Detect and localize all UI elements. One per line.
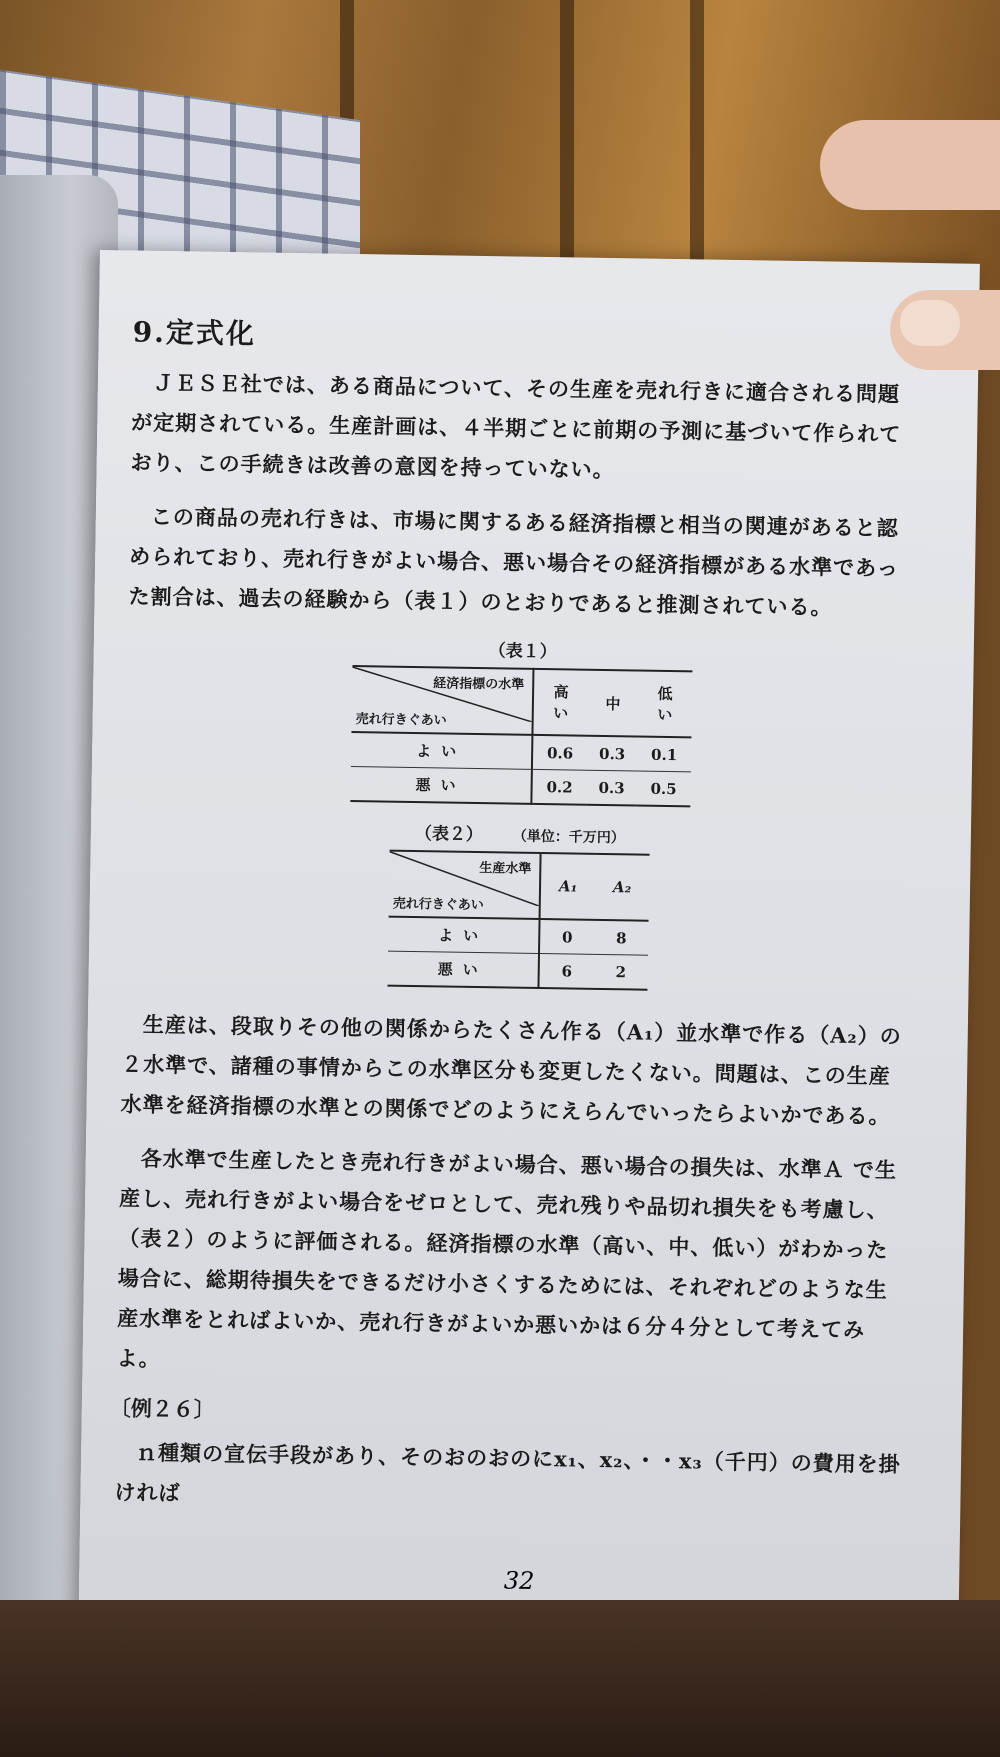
table2-row-label: 悪い xyxy=(387,951,539,988)
table1-row-label: よい xyxy=(351,732,533,769)
paragraph: ＪＥＳＥ社では、ある商品について、その生産を売れ行きに適合される問題が定期されている。生産計画は、４半期ごとに前期の予測に基づいて作られており、この手続きは改善の意図を持っていない。 xyxy=(130,369,902,483)
book-page xyxy=(78,250,980,1654)
table1-header: 高い xyxy=(532,669,588,736)
table2 xyxy=(387,850,649,991)
hand-finger xyxy=(820,120,1000,210)
table1-caption: （表１） xyxy=(488,641,557,663)
table1-cell: 0.2 xyxy=(531,769,586,804)
page-content xyxy=(109,311,923,1539)
table1-cell: 0.6 xyxy=(532,735,587,770)
table1-cell: 0.3 xyxy=(587,736,638,771)
table2-header: A₂ xyxy=(595,854,650,921)
table1-cell: 0.5 xyxy=(636,771,690,806)
table1-cell: 0.3 xyxy=(586,770,637,805)
paragraph: ｎ種類の宣伝手段があり、そのおのおのにx₁、x₂、・・x₃（千円）の費用を掛ければ xyxy=(114,1439,901,1506)
paragraph: この商品の売れ行きは、市場に関するある経済指標と相当の関連があると認められており、売れ行きがよい場合、悪い場合その経済指標がある水準であった割合は、過去の経験から（表１）のとおりであると推測されている。 xyxy=(128,503,900,620)
table2-header: A₁ xyxy=(540,853,596,920)
wood-seam xyxy=(690,0,704,300)
table1-row-axis-label: 売れ行きぐあい xyxy=(355,712,447,729)
table2-diagonal-header xyxy=(389,851,541,919)
table-row xyxy=(350,767,690,807)
table2-caption-row xyxy=(125,814,915,851)
table-row xyxy=(387,951,648,990)
fingernail xyxy=(900,300,960,346)
paragraph: 各水準で生産したとき売れ行きがよい場合、悪い場合の損失は、水準Ａ で生産し、売れ行きがよい場合をゼロとして、売れ残りや品切れ損失をも考慮し、（表２）のように評価される。経済指標の水準（高い、中、低い）がわかった場合に、総期待損失をできるだけ小さくするためには、それぞれどのような生産水準をとればよいか、売れ行きがよいか悪いかは６分４分として考えてみよ。 xyxy=(116,1145,898,1372)
table1-column-axis-label: 経済指標の水準 xyxy=(433,676,525,693)
table1 xyxy=(350,665,692,807)
table2-row-axis-label: 売れ行きぐあい xyxy=(392,896,484,914)
background-lap xyxy=(0,1600,1000,1757)
paragraph: 生産は、段取りその他の関係からたくさん作る（A₁）並水準で作る（A₂）の２水準で、諸種の事情からこの水準区分も変更したくない。問題は、この生産水準を経済指標の水準との関係でどのようにえらんでいったらよいかである。 xyxy=(120,1011,902,1129)
table2-cell: 2 xyxy=(594,954,648,989)
table2-unit: （単位：千万円） xyxy=(512,828,625,847)
table1-header: 低い xyxy=(637,671,692,738)
table2-row-label: よい xyxy=(388,917,540,954)
page-number: 32 xyxy=(503,1566,535,1595)
table2-cell: 0 xyxy=(539,919,595,954)
table-row xyxy=(388,917,649,956)
example-label: 〔例２６〕 xyxy=(109,1395,215,1422)
table2-column-axis-label: 生産水準 xyxy=(479,861,532,877)
table-row xyxy=(351,732,691,772)
table2-cell: 8 xyxy=(594,920,648,955)
table1-header: 中 xyxy=(587,670,638,737)
table2-cell: 6 xyxy=(538,953,594,988)
table1-diagonal-header xyxy=(351,666,533,735)
wood-seam xyxy=(560,0,574,300)
table2-caption: （表２） xyxy=(414,824,484,846)
section-heading: 9.定式化 xyxy=(132,315,257,351)
table1-row-label: 悪い xyxy=(350,767,532,804)
table1-cell: 0.1 xyxy=(637,737,691,772)
